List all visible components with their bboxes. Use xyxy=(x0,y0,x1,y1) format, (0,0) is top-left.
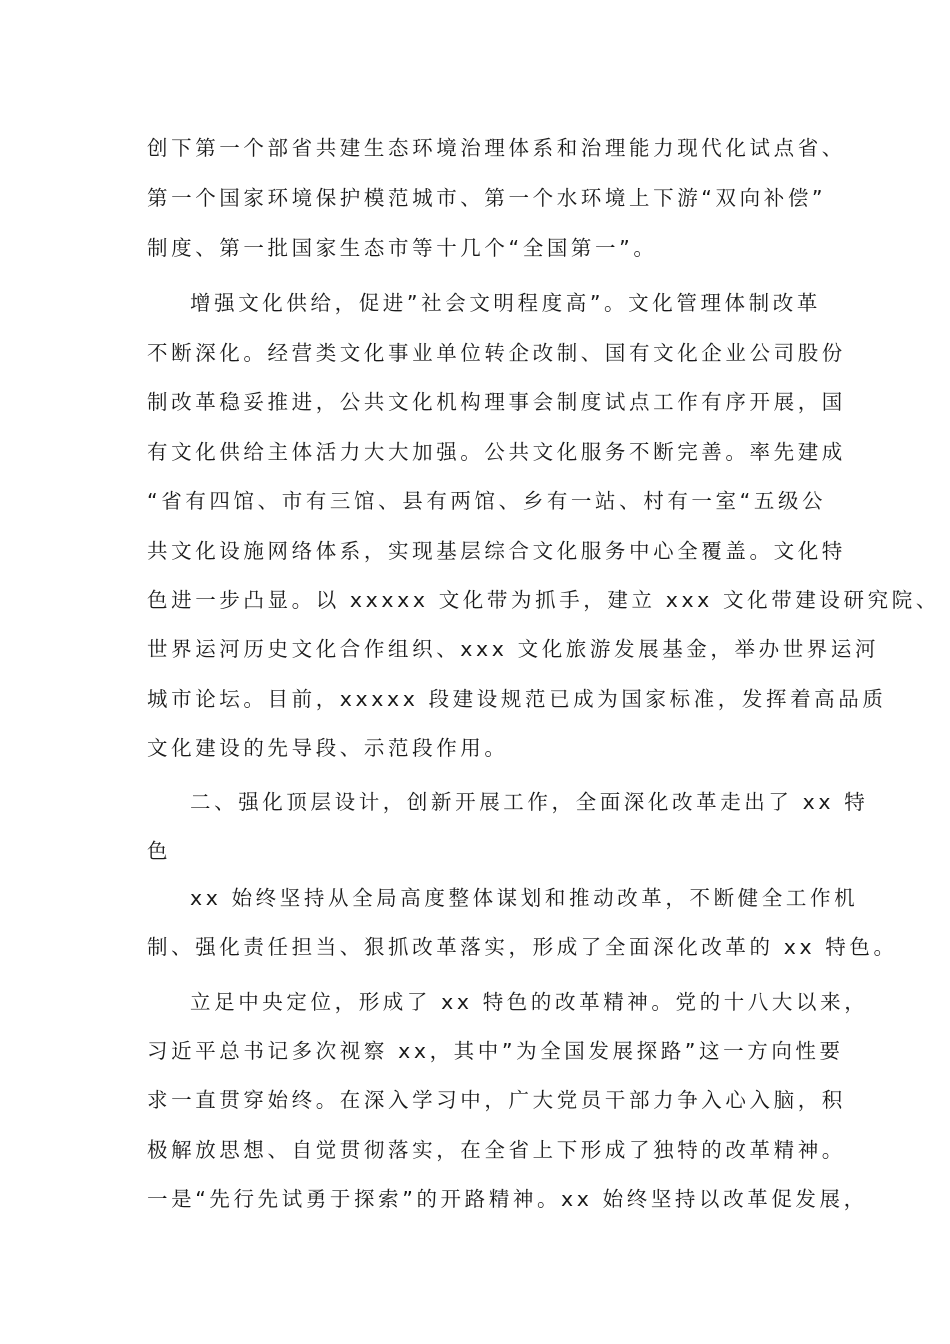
text-line: 有文化供给主体活力大大加强。公共文化服务不断完善。率先建成 xyxy=(147,440,846,464)
text-line: “省有四馆、市有三馆、县有两馆、乡有一站、村有一室“五级公 xyxy=(147,489,827,513)
text-line: 创下第一个部省共建生态环境治理体系和治理能力现代化试点省、 xyxy=(147,136,846,160)
text-line: 制度、第一批国家生态市等十几个“全国第一”。 xyxy=(147,236,658,260)
text-line: 一是“先行先试勇于探索”的开路精神。xx 始终坚持以改革促发展， xyxy=(147,1187,868,1211)
section-heading: 二、强化顶层设计，创新开展工作，全面深化改革走出了 xx 特 xyxy=(190,790,869,814)
text-line: 制改革稳妥推进，公共文化机构理事会制度试点工作有序开展，国 xyxy=(147,390,846,414)
text-line: 习近平总书记多次视察 xx，其中”为全国发展探路”这一方向性要 xyxy=(147,1039,844,1063)
text-line: 不断深化。经营类文化事业单位转企改制、国有文化企业公司股份 xyxy=(147,341,846,365)
text-line: 制、强化责任担当、狠抓改革落实，形成了全面深化改革的 xx 特色。 xyxy=(147,935,898,959)
section-heading-continued: 色 xyxy=(147,839,172,863)
paragraph-start-line: 立足中央定位，形成了 xx 特色的改革精神。党的十八大以来， xyxy=(190,990,869,1014)
text-line: 文化建设的先导段、示范段作用。 xyxy=(147,736,509,760)
paragraph-start-line: xx 始终坚持从全局高度整体谋划和推动改革，不断健全工作机 xyxy=(190,886,859,910)
text-line: 第一个国家环境保护模范城市、第一个水环境上下游“双向补偿” xyxy=(147,186,827,210)
paragraph-start-line: 增强文化供给，促进”社会文明程度高”。文化管理体制改革 xyxy=(190,291,821,315)
text-line: 城市论坛。目前，xxxxx 段建设规范已成为国家标准，发挥着高品质 xyxy=(147,687,887,711)
text-line: 共文化设施网络体系，实现基层综合文化服务中心全覆盖。文化特 xyxy=(147,539,846,563)
text-line: 极解放思想、自觉贯彻落实，在全省上下形成了独特的改革精神。 xyxy=(147,1138,846,1162)
text-line: 世界运河历史文化合作组织、xxx 文化旅游发展基金，举办世界运河 xyxy=(147,637,880,661)
text-line: 色进一步凸显。以 xxxxx 文化带为抓手，建立 xxx 文化带建设研究院、 xyxy=(147,588,940,612)
text-line: 求一直贯穿始终。在深入学习中，广大党员干部力争入心入脑，积 xyxy=(147,1088,846,1112)
